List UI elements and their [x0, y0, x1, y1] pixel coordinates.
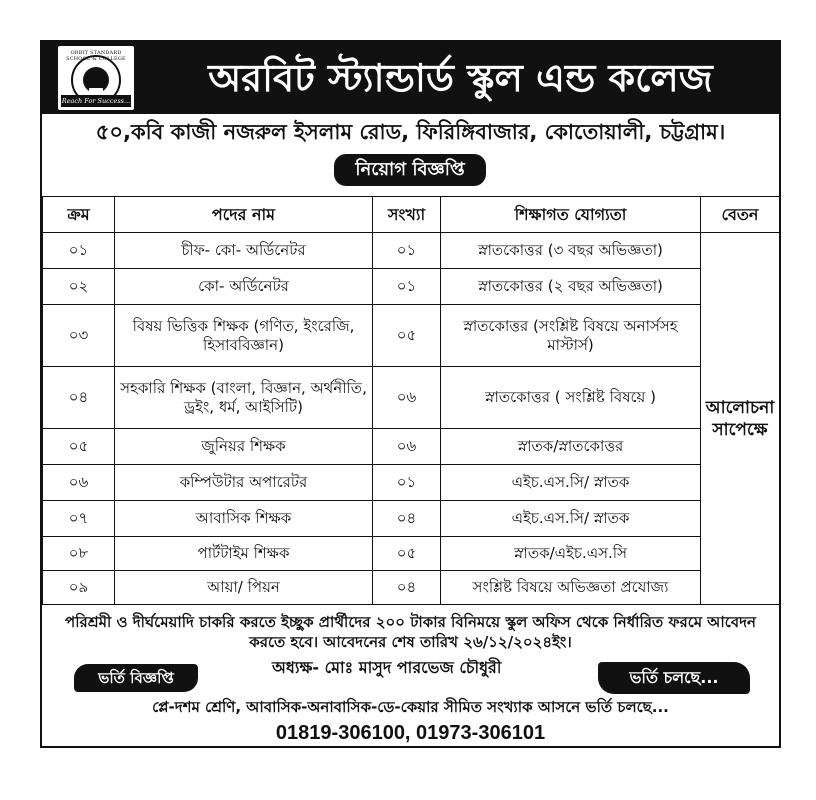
row-post: আয়া/ পিয়ন	[115, 571, 373, 605]
row-count: ০৫	[373, 537, 441, 571]
contact-phones: 01819-306100, 01973-306101	[275, 722, 546, 744]
notice-frame	[40, 40, 781, 748]
row-qualification: স্নাতক/স্নাতকোত্তর	[441, 429, 701, 465]
row-count: ০১	[373, 465, 441, 501]
principal-name: অধ্যক্ষ- মোঃ মাসুদ পারভেজ চৌধুরী	[272, 658, 502, 677]
admission-ongoing-badge: ভর্তি চলছে...	[598, 662, 750, 694]
row-post: বিষয় ভিত্তিক শিক্ষক (গণিত, ইংরেজি, হিসাববিজ্ঞান)	[115, 305, 373, 367]
row-count: ০১	[373, 233, 441, 269]
row-qualification: স্নাতকোত্তর (২ বছর অভিজ্ঞতা)	[441, 269, 701, 305]
row-count: ০৫	[373, 305, 441, 367]
row-serial: ০২	[43, 269, 115, 305]
row-qualification: স্নাতকোত্তর (৩ বছর অভিজ্ঞতা)	[441, 233, 701, 269]
vacancy-table	[42, 196, 780, 605]
row-post: জুনিয়র শিক্ষক	[115, 429, 373, 465]
row-serial: ০৩	[43, 305, 115, 367]
row-serial: ০৭	[43, 501, 115, 537]
table-row	[43, 537, 780, 571]
notice-title: নিয়োগ বিজ্ঞপ্তি	[334, 154, 486, 186]
table-row	[43, 571, 780, 605]
row-count: ০৪	[373, 571, 441, 605]
row-serial: ০৯	[43, 571, 115, 605]
row-post: পার্টটাইম শিক্ষক	[115, 537, 373, 571]
admission-notice-badge: ভর্তি বিজ্ঞপ্তি	[74, 664, 198, 692]
admission-details: প্লে-দশম শ্রেণি, আবাসিক-অনাবাসিক-ডে-কেয়ার সীমিত সংখ্যাক আসনে ভর্তি চলছে...	[152, 698, 669, 716]
header-post: পদের নাম	[115, 197, 373, 233]
row-post: সহকারি শিক্ষক (বাংলা, বিজ্ঞান, অর্থনীতি, ড্রইং, ধর্ম, আইসিটি)	[115, 367, 373, 429]
row-post: চীফ- কো- অর্ডিনেটর	[115, 233, 373, 269]
row-post: কো- অর্ডিনেটর	[115, 269, 373, 305]
row-qualification: এইচ.এস.সি/ স্নাতক	[441, 465, 701, 501]
row-qualification: সংশ্লিষ্ট বিষয়ে অভিজ্ঞতা প্রযোজ্য	[441, 571, 701, 605]
header-salary: বেতন	[701, 197, 780, 233]
school-logo	[56, 44, 136, 112]
row-serial: ০৬	[43, 465, 115, 501]
row-serial: ০৮	[43, 537, 115, 571]
table-row	[43, 429, 780, 465]
logo-ring-text: ORBIT STANDARD SCHOOL & COLLEGE	[66, 50, 126, 62]
salary-cell: আলোচনা সাপেক্ষে	[701, 233, 780, 605]
row-post: কম্পিউটার অপারেটর	[115, 465, 373, 501]
table-header-row	[43, 197, 780, 233]
row-count: ০৬	[373, 429, 441, 465]
row-qualification: স্নাতকোত্তর ( সংশ্লিষ্ট বিষয়ে )	[441, 367, 701, 429]
table-row	[43, 501, 780, 537]
row-qualification: এইচ.এস.সি/ স্নাতক	[441, 501, 701, 537]
table-row	[43, 465, 780, 501]
logo-motto: Reach For Success...	[61, 97, 131, 105]
row-serial: ০১	[43, 233, 115, 269]
row-count: ০১	[373, 269, 441, 305]
table-row	[43, 269, 780, 305]
table-row	[43, 233, 780, 269]
table-row	[43, 305, 780, 367]
header-count: সংখ্যা	[373, 197, 441, 233]
header-banner	[42, 42, 779, 114]
application-instructions: পরিশ্রমী ও দীর্ঘমেয়াদি চাকরি করতে ইচ্ছুক প্রার্থীদের ২০০ টাকার বিনিময়ে স্কুল অফিস থেকে নির্ধারিত ফরমে আবেদন করতে হবে। আবেদনের শেষ তারিখ ২৬/১২/২০২৪ইং।	[65, 613, 756, 651]
row-count: ০৪	[373, 501, 441, 537]
row-qualification: স্নাতক/এইচ.এস.সি	[441, 537, 701, 571]
table-row	[43, 367, 780, 429]
header-qualification: শিক্ষাগত যোগ্যতা	[441, 197, 701, 233]
row-count: ০৬	[373, 367, 441, 429]
header-serial: ক্রম	[43, 197, 115, 233]
row-serial: ০৪	[43, 367, 115, 429]
row-post: আবাসিক শিক্ষক	[115, 501, 373, 537]
row-serial: ০৫	[43, 429, 115, 465]
school-address: ৫০,কবি কাজী নজরুল ইসলাম রোড, ফিরিঙ্গিবাজার, কোতোয়ালী, চট্টগ্রাম।	[95, 120, 726, 144]
row-qualification: স্নাতকোত্তর (সংশ্লিষ্ট বিষয়ে অনার্সসহ মাস্টার্স)	[441, 305, 701, 367]
school-name: অরবিট স্ট্যান্ডার্ড স্কুল এন্ড কলেজ	[208, 56, 713, 100]
